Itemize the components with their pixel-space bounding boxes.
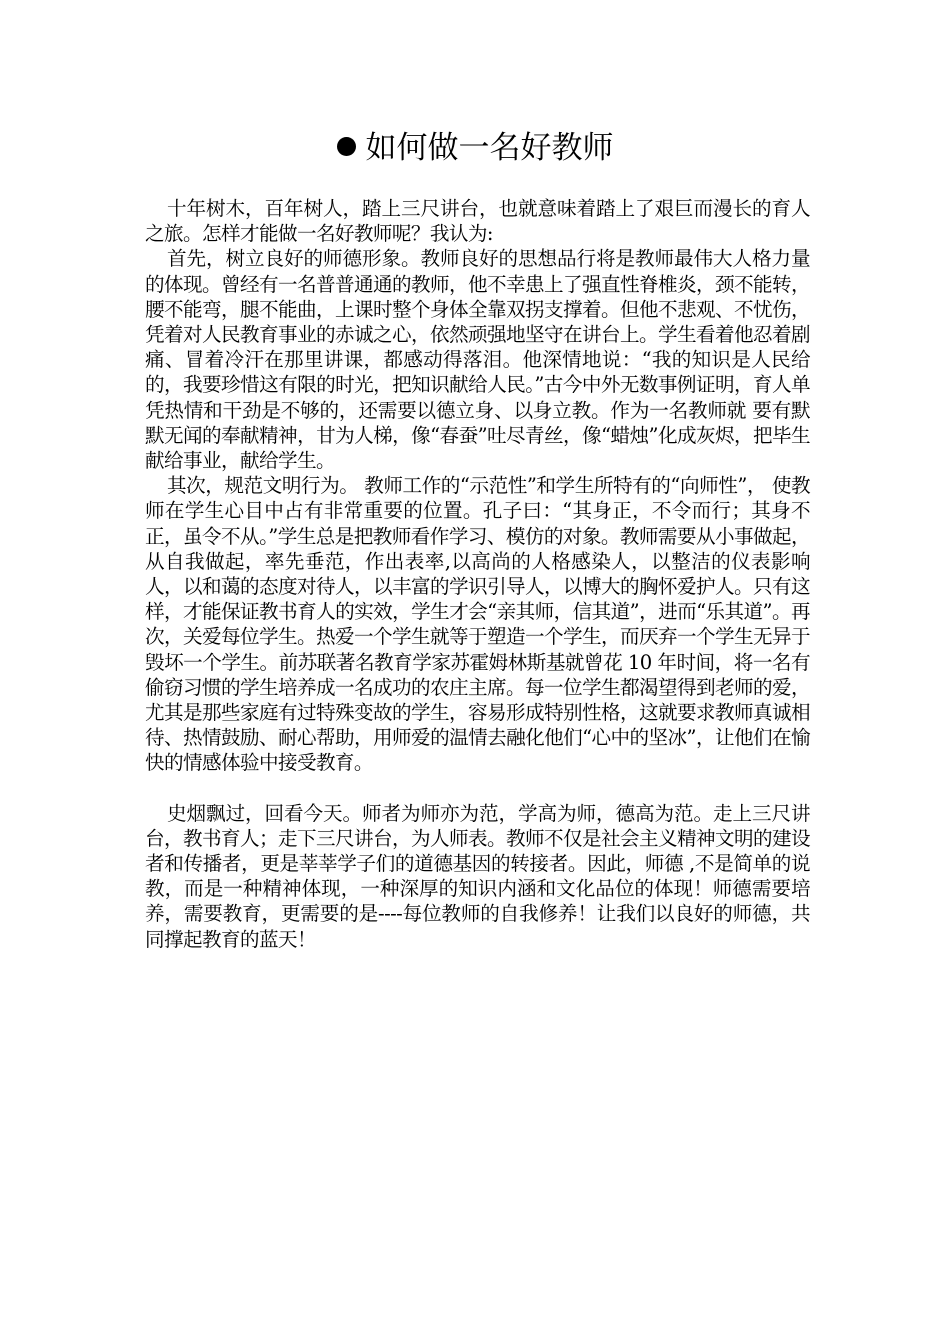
paragraph-conclusion: 史烟飘过，回看今天。师者为师亦为范，学高为师，德高为范。走上三尺讲台，教书育人；走下三尺讲台，为人师表。教师不仅是社会主义精神文明的建设者和传播者，更是莘莘学子们的道德基因的转接者。因此，师德 ,不是简单的说教，而是一种精神体现，一种深厚的知识内涵和文化品位的体现！师德需要培养，需要教育，更需要的是----每位教师的自我修养！让我们以良好的师德，共同撑起教育的蓝天！ [145,801,810,951]
paragraph-spacer [145,776,810,801]
bullet-icon [337,137,356,156]
paragraph-second: 其次，规范文明行为。 教师工作的“示范性”和学生所特有的“向师性”， 使教师在学生心目中占有非常重要的位置。孔子曰：“其身正，不令而行；其身不正，虽令不从。”学生总是把教师看作学习、模仿的对象。教师需要从小事做起，从自我做起，率先垂范，作出表率,以高尚的人格感染人，以整洁的仪表影响人，以和蔼的态度对待人，以丰富的学识引导人，以博大的胸怀爱护人。只有这样，才能保证教书育人的实效，学生才会“亲其师，信其道”，进而“乐其道”。再次，关爱每位学生。热爱一个学生就等于塑造一个学生，而厌弃一个学生无异于毁坏一个学生。前苏联著名教育学家苏霍姆林斯基就曾花 10 年时间，将一名有偷窃习惯的学生培养成一名成功的农庄主席。每一位学生都渴望得到老师的爱，尤其是那些家庭有过特殊变故的学生，容易形成特别性格，这就要求教师真诚相待、热情鼓励、耐心帮助，用师爱的温情去融化他们“心中的坚冰”，让他们在愉快的情感体验中接受教育。 [145,474,810,775]
document-title [0,126,950,170]
paragraph-first: 首先，树立良好的师德形象。教师良好的思想品行将是教师最伟大人格力量的体现。曾经有一名普普通通的教师，他不幸患上了强直性脊椎炎，颈不能转，腰不能弯，腿不能曲，上课时整个身体全靠双拐支撑着。但他不悲观、不忧伤，凭着对人民教育事业的赤诚之心，依然顽强地坚守在讲台上。学生看着他忍着剧痛、冒着冷汗在那里讲课，都感动得落泪。他深情地说：“我的知识是人民给的，我要珍惜这有限的时光，把知识献给人民。”古今中外无数事例证明，育人单凭热情和干劲是不够的，还需要以德立身、以身立教。作为一名教师就 要有默默无闻的奉献精神，甘为人梯，像“春蚕”吐尽青丝，像“蜡烛”化成灰烬，把毕生献给事业，献给学生。 [145,247,810,473]
document-body [145,196,810,952]
title-text: 如何做一名好教师 [365,130,614,166]
paragraph-intro: 十年树木，百年树人，踏上三尺讲台，也就意味着踏上了艰巨而漫长的育人之旅。怎样才能做一名好教师呢？我认为: [145,197,810,246]
